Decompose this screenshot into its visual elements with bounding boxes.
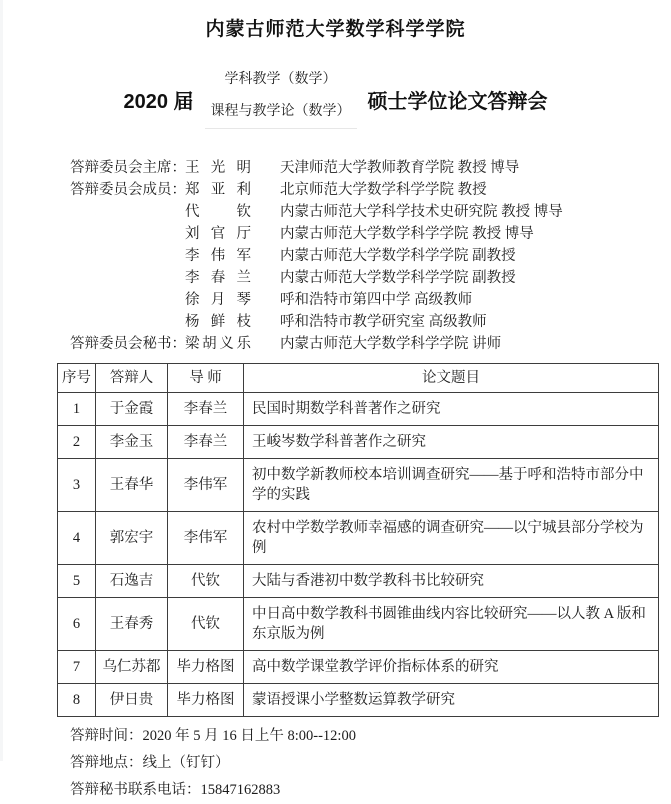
defense-time: 答辩时间：2020 年 5 月 16 日上午 8:00--12:00 <box>70 728 356 744</box>
cell-advisor: 李伟军 <box>168 512 244 565</box>
table-row <box>58 459 659 512</box>
scan-edge-artifact <box>0 0 3 761</box>
cell-defender: 王春秀 <box>96 598 168 651</box>
program-option-top: 学科教学（数学） <box>224 71 337 87</box>
committee-role-label: 答辩委员会主席： <box>70 160 186 176</box>
cell-advisor: 代钦 <box>168 598 244 651</box>
committee-member-affiliation: 天津师范大学教师教育学院 教授 博导 <box>280 160 520 176</box>
cell-no: 5 <box>58 565 96 598</box>
subtitle-year: 2020 届 <box>123 90 194 113</box>
cell-advisor: 李春兰 <box>168 393 244 426</box>
table-row <box>58 426 659 459</box>
col-header-defender: 答辩人 <box>96 364 168 393</box>
cell-advisor: 李伟军 <box>168 459 244 512</box>
subtitle <box>0 67 671 131</box>
cell-advisor: 代钦 <box>168 565 244 598</box>
cell-defender: 石逸吉 <box>96 565 168 598</box>
cell-defender: 于金霞 <box>96 393 168 426</box>
committee-member-affiliation: 北京师范大学数学科学学院 教授 <box>280 182 487 198</box>
cell-thesis-title: 王峻岑数学科普著作之研究 <box>244 426 659 459</box>
cell-thesis-title: 中日高中数学教科书圆锥曲线内容比较研究——以人教 A 版和东京版为例 <box>244 598 659 651</box>
committee-row <box>70 179 671 201</box>
cell-thesis-title: 初中数学新教师校本培训调查研究——基于呼和浩特市部分中学的实践 <box>244 459 659 512</box>
cell-thesis-title: 民国时期数学科普著作之研究 <box>244 393 659 426</box>
col-header-thesis-title: 论文题目 <box>244 364 659 393</box>
committee-role-label: 答辩委员会成员： <box>70 182 186 198</box>
cell-defender: 乌仁苏都 <box>96 651 168 684</box>
cell-no: 4 <box>58 512 96 565</box>
committee-member-affiliation: 内蒙古师范大学数学科学学院 讲师 <box>280 336 502 352</box>
cell-thesis-title: 高中数学课堂教学评价指标体系的研究 <box>244 651 659 684</box>
cell-no: 2 <box>58 426 96 459</box>
col-header-no: 序号 <box>58 364 96 393</box>
committee-member-affiliation: 呼和浩特市第四中学 高级教师 <box>280 292 473 308</box>
cell-no: 1 <box>58 393 96 426</box>
committee-row <box>70 245 671 267</box>
cell-defender: 郭宏宇 <box>96 512 168 565</box>
table-row <box>58 512 659 565</box>
cell-advisor: 毕力格图 <box>168 651 244 684</box>
committee-member-name: 王光明 <box>185 160 251 176</box>
committee-member-name: 郑亚利 <box>185 182 251 198</box>
committee-row <box>70 201 671 223</box>
subtitle-event: 硕士学位论文答辩会 <box>367 90 548 113</box>
committee-member-affiliation: 内蒙古师范大学数学科学学院 副教授 <box>280 270 516 286</box>
defense-location: 答辩地点：线上（钉钉） <box>70 755 230 771</box>
committee-member-affiliation: 内蒙古师范大学科学技术史研究院 教授 博导 <box>280 204 563 220</box>
cell-thesis-title: 大陆与香港初中数学教科书比较研究 <box>244 565 659 598</box>
committee-row <box>70 157 671 179</box>
cell-thesis-title: 农村中学数学教师幸福感的调查研究——以宁城县部分学校为例 <box>244 512 659 565</box>
table-row <box>58 598 659 651</box>
committee-role-label: 答辩委员会秘书： <box>70 336 186 352</box>
page-title: 内蒙古师范大学数学科学学院 <box>205 19 466 40</box>
cell-advisor: 李春兰 <box>168 426 244 459</box>
program-options <box>205 70 357 129</box>
cell-defender: 伊日贵 <box>96 684 168 717</box>
table-row <box>58 565 659 598</box>
committee-row <box>70 289 671 311</box>
committee-member-name: 李春兰 <box>185 270 251 286</box>
cell-thesis-title: 蒙语授课小学整数运算教学研究 <box>244 684 659 717</box>
committee-member-name: 刘官厅 <box>185 226 251 242</box>
table-row <box>58 651 659 684</box>
cell-no: 7 <box>58 651 96 684</box>
committee-member-name: 代钦 <box>185 204 251 220</box>
program-option-bottom: 课程与教学论（数学） <box>210 103 351 119</box>
secretary-phone: 答辩秘书联系电话：15847162883 <box>70 782 281 798</box>
cell-no: 3 <box>58 459 96 512</box>
footer <box>0 723 671 804</box>
cell-defender: 李金玉 <box>96 426 168 459</box>
committee-member-name: 杨鲜枝 <box>185 314 251 330</box>
defense-schedule-table <box>57 363 659 717</box>
committee-row <box>70 223 671 245</box>
committee-member-affiliation: 呼和浩特市教学研究室 高级教师 <box>280 314 487 330</box>
committee-row <box>70 333 671 355</box>
table-header-row <box>58 364 659 393</box>
committee-row <box>70 267 671 289</box>
cell-no: 8 <box>58 684 96 717</box>
cell-no: 6 <box>58 598 96 651</box>
committee-list <box>0 157 671 355</box>
col-header-advisor: 导 师 <box>168 364 244 393</box>
committee-member-name: 梁胡义乐 <box>185 336 251 352</box>
table-row <box>58 684 659 717</box>
table-row <box>58 393 659 426</box>
committee-member-affiliation: 内蒙古师范大学数学科学学院 副教授 <box>280 248 516 264</box>
committee-member-name: 徐月琴 <box>185 292 251 308</box>
cell-advisor: 毕力格图 <box>168 684 244 717</box>
committee-member-name: 李伟军 <box>185 248 251 264</box>
committee-row <box>70 311 671 333</box>
cell-defender: 王春华 <box>96 459 168 512</box>
committee-member-affiliation: 内蒙古师范大学数学科学学院 教授 博导 <box>280 226 534 242</box>
